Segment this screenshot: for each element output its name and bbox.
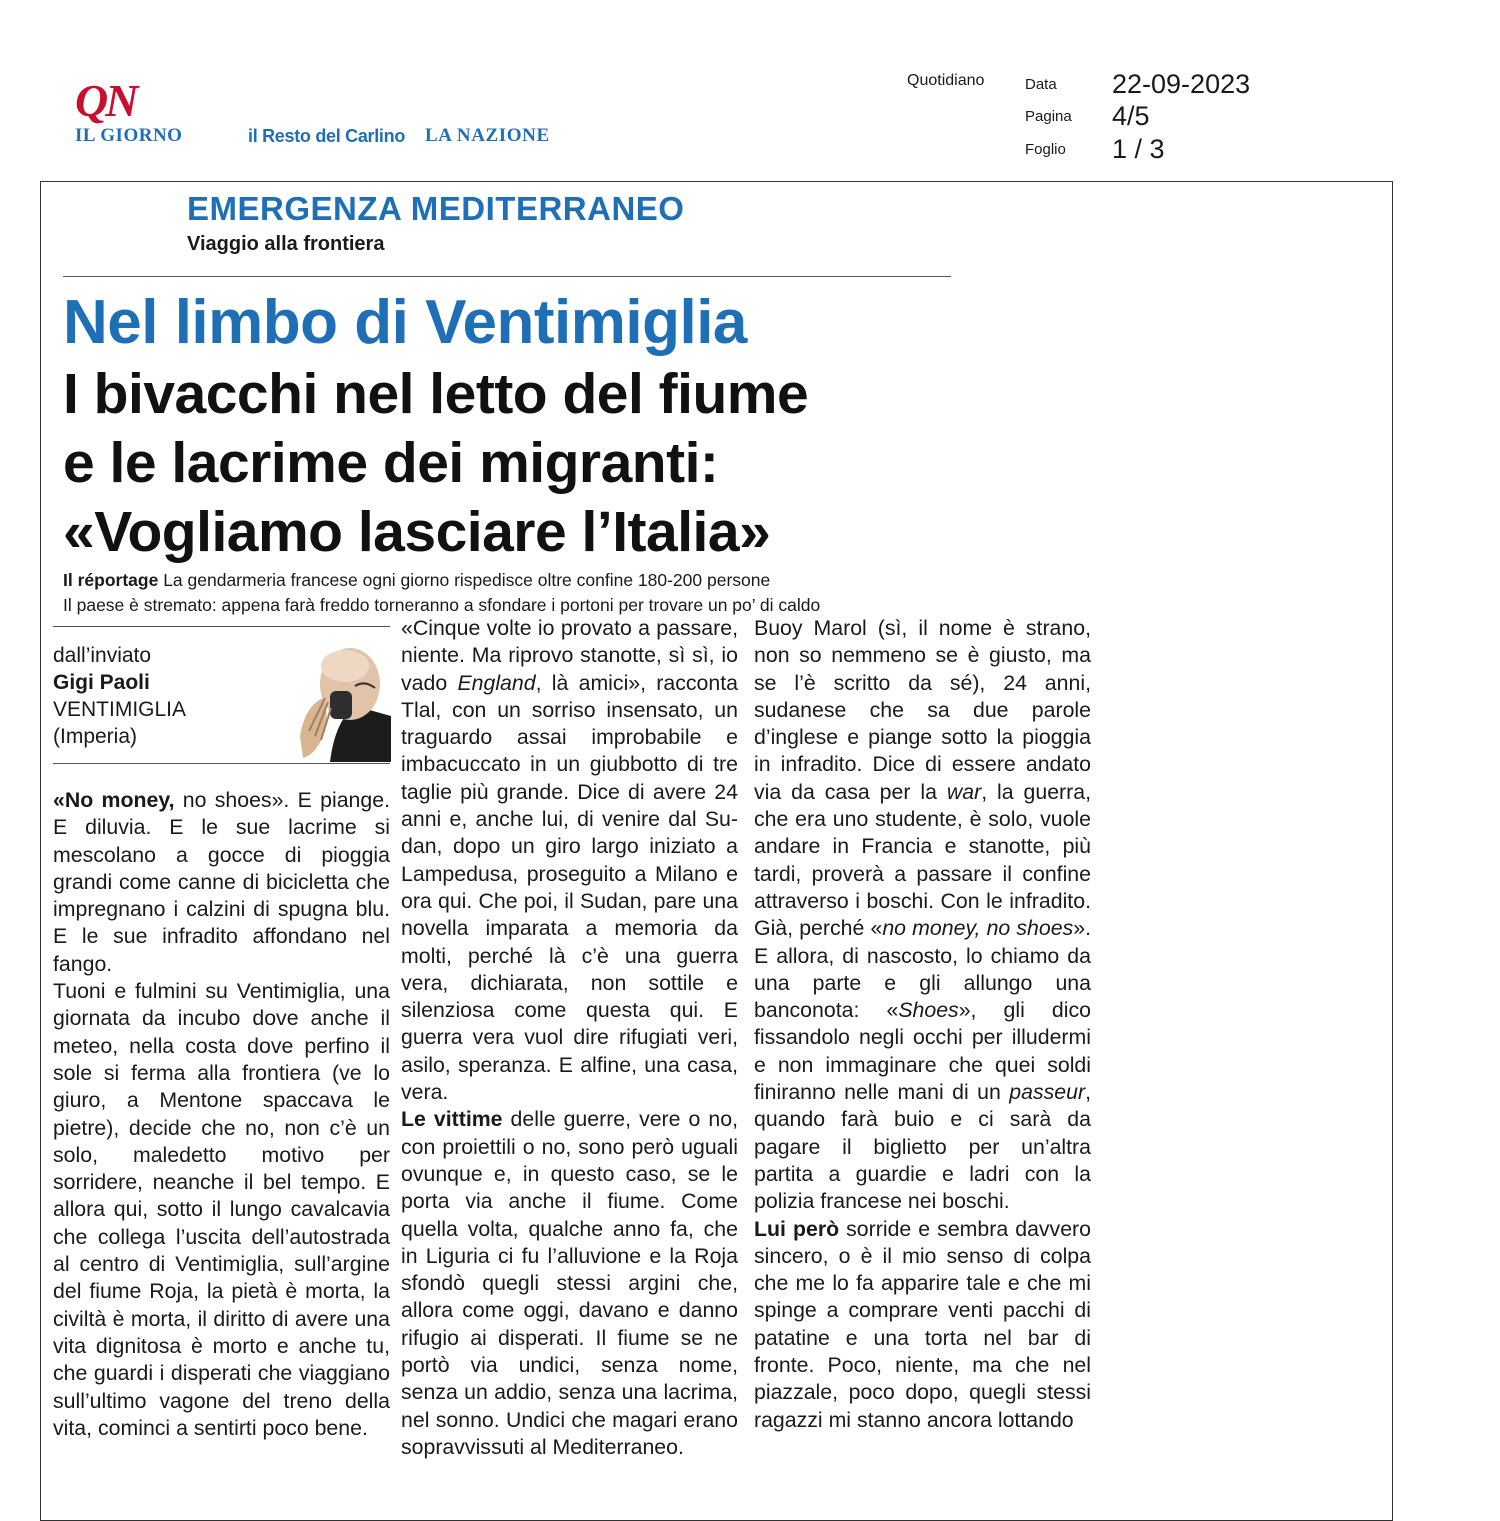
paragraph	[401, 1106, 738, 1461]
sheet-value: 1 / 3	[1112, 134, 1165, 164]
paragraph-text: no shoes». E piange. E diluvia. E le sue lacrime si mescolano a gocce di pioggia grandi come canne di bicicletta che impregnano i calzini di spugna blu. E le sue infradito affondano nel fango.	[53, 788, 390, 976]
section-title: EMERGENZA MEDITERRANEO	[187, 190, 685, 227]
paragraph-emphasis: war	[946, 779, 982, 804]
section-subtitle: Viaggio alla frontiera	[187, 233, 385, 255]
byline-divider-bottom	[53, 763, 390, 764]
paragraph: Tuoni e fulmini su Ventimiglia, una giornata da incubo dove anche il meteo, nella costa dove perfino il sole si ferma alla frontiera (ve lo giuro, a Mentone spaccava le pietre), decide che no, non c’è un solo, maledetto motivo per sorridere, neanche il bel tempo. E allora qui, sotto il lungo cavalcavia che collega l’uscita dell’autostrada al centro di Ventimiglia, sull’argine del fiume Roja, la pietà è morta, la civiltà è morta, il diritto di avere una vita dignitosa è morto e anche tu, che guardi i disperati che viaggiano sull’ultimo vagone del treno della vita, cominci a sentirti poco bene.	[53, 979, 390, 1440]
paragraph-text: , la guerra, che era uno studente, è solo, vuole andare in Francia e stanotte, più tardi, proverà a passare il confine attraverso i boschi. Con le infradito. Già, perché «	[754, 779, 1091, 941]
paper-name-il-giorno: IL GIORNO	[75, 125, 183, 146]
paragraph-emphasis: passeur	[1009, 1080, 1086, 1105]
paragraph-lead: «No money,	[53, 788, 175, 812]
summary-line-1	[63, 568, 770, 593]
qn-logo: QN	[75, 75, 136, 126]
byline-divider-top	[53, 626, 390, 627]
headline-kicker: Nel limbo di Ventimiglia	[63, 288, 747, 357]
summary-text-1: La gendarmeria francese ogni giorno rispedisce oltre confine 180-200 persone	[163, 570, 771, 590]
page-value: 4/5	[1112, 101, 1150, 131]
paper-name-resto-del-carlino: il Resto del Carlino	[248, 126, 406, 146]
paragraph	[754, 615, 1091, 1216]
paragraph	[53, 787, 390, 978]
paragraph-text: delle guerre, vere o no, con proiettili o no, sono però uguali ovunque e, in questo caso, se le porta via anche il fiume. Come quella volta, qualche anno fa, che in Liguria ci fu l’alluvione e la Roja sfondò quegli stessi argini che, allora come oggi, davano e danno rifugio ai disperati. Il fiume se ne portò via undici, senza nome, senza un addio, senza una lacrima, nel sonno. Undici che magari erano sopravvissuti al Mediterraneo.	[401, 1107, 738, 1459]
paragraph-emphasis: no money, no shoes	[882, 916, 1074, 941]
sheet-label: Foglio	[1025, 141, 1066, 158]
paragraph-text: , quando farà buio e ci sarà da pagare il biglietto per un’altra partita a guardie e ladri con la polizia francese nei boschi.	[754, 1080, 1091, 1214]
paragraph-lead: Le vittime	[401, 1107, 503, 1132]
paragraph-text: , là amici», racconta Tlal, con un sorriso insensato, un traguardo assai improbabile e imbacuccato in un giubbotto di tre taglie più grande. Dice di avere 24 anni e, anche lui, di venire dal Sudan, dopo un giro largo iniziato a Lampedusa, proseguito a Milano e ora qui. Che poi, il Sudan, pare una novella imparata a memoria da molti, perché là c’è una guerra vera, dichiarata, non sottile e silenziosa come questa qui. E guerra vera vuol dire rifugiati veri, asilo, speranza. E alfine, una casa, vera.	[401, 670, 738, 1105]
summary-line-2: Il paese è stremato: appena farà freddo torneranno a sfondare i portoni per trovare un po’ di caldo	[63, 595, 821, 615]
headline-line-3: «Vogliamo lasciare l’Italia»	[63, 500, 771, 564]
paper-name-la-nazione: LA NAZIONE	[425, 125, 550, 146]
article-column-2	[401, 615, 738, 1500]
paragraph	[754, 1216, 1091, 1434]
divider	[63, 276, 951, 277]
paragraph-text: Buoy Marol (sì, il nome è strano, non so nemmeno se è giusto, ma se l’è scritto da sé), 24 anni, sudanese che sa due parole d’inglese e piange sotto la pioggia in infradito. Dice di essere andato via da casa per la	[754, 616, 1091, 804]
headline-line-1: I bivacchi nel letto del fiume	[63, 362, 809, 426]
date-value: 22-09-2023	[1112, 69, 1251, 99]
summary-lead: Il réportage	[63, 570, 159, 590]
paragraph-emphasis: Shoes	[898, 998, 959, 1023]
page-label: Pagina	[1025, 108, 1072, 125]
byline	[53, 642, 186, 750]
byline-prefix: dall’inviato	[53, 644, 152, 667]
author-photo	[295, 636, 391, 762]
byline-province: (Imperia)	[53, 725, 138, 748]
paragraph-emphasis: England	[457, 670, 536, 695]
byline-author: Gigi Paoli	[53, 671, 150, 694]
publication-type: Quotidiano	[907, 72, 985, 89]
paragraph-text: ». E allora, di nascosto, lo chiamo da una parte e gli allungo una banconota: «	[754, 916, 1091, 1023]
article-column-1	[53, 787, 390, 1500]
paragraph-lead: Lui però	[754, 1216, 840, 1241]
paragraph-text: », gli dico fissandolo negli occhi per illudermi e non immaginare che quei soldi finiranno nelle mani di un	[754, 998, 1091, 1105]
date-label: Data	[1025, 76, 1057, 93]
article-column-3	[754, 615, 1091, 1500]
paragraph-text: sorride e sembra davvero sincero, o è il mio senso di colpa che me lo fa apparire tale e che mi spinge a comprare venti pacchi di patatine e una torta nel bar di fronte. Poco, niente, ma che nel piazzale, poco dopo, quegli stessi ragazzi mi stanno ancora lottando	[754, 1216, 1091, 1432]
paragraph-text: «Cinque volte io provato a passare, niente. Ma riprovo stanotte, sì sì, io vado	[401, 616, 738, 695]
paragraph	[401, 615, 738, 1106]
byline-place: VENTIMIGLIA	[53, 698, 187, 721]
headline-line-2: e le lacrime dei migranti:	[63, 431, 719, 495]
